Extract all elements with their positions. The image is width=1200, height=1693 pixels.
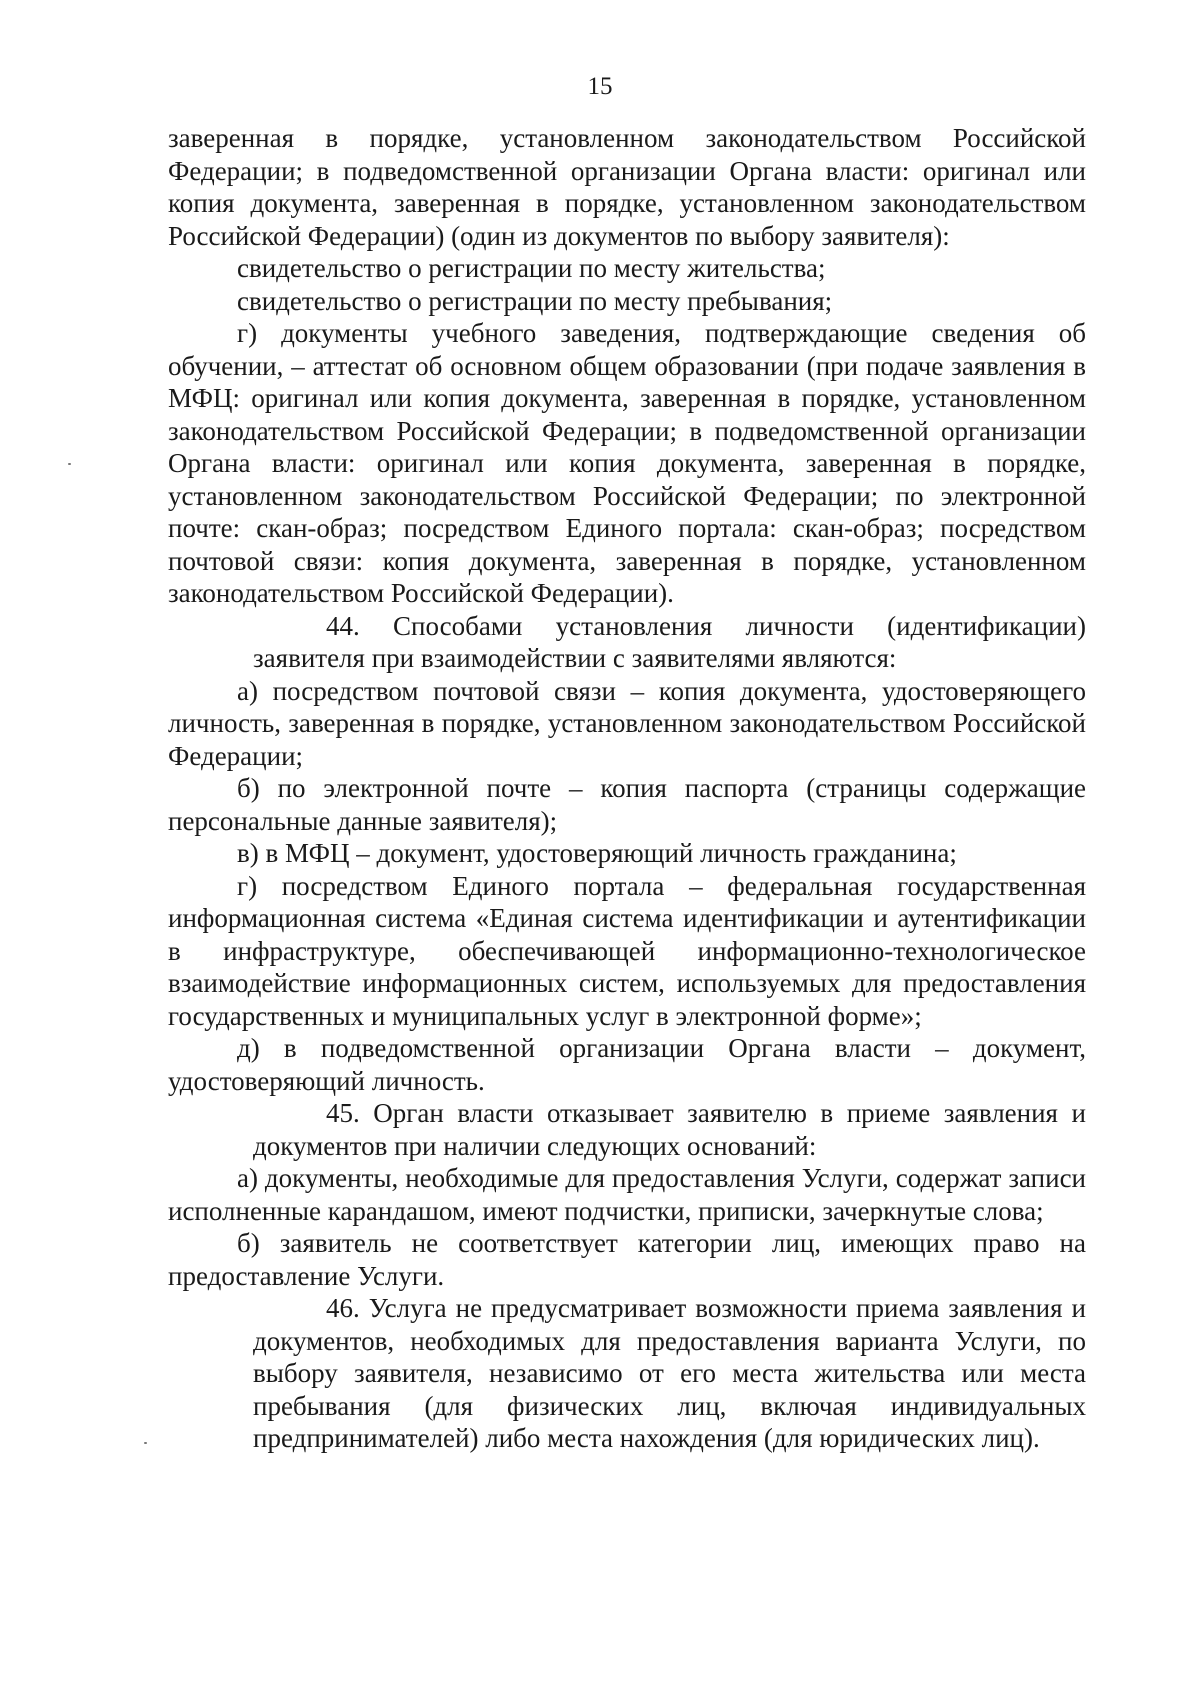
paragraph-46-service: 46. Услуга не предусматривает возможности приема заявления и документов, необходимых для предоставления варианта Услуги, по выбору заявителя, независимо от его места жительства или места пребывания (для физических лиц, включая индивидуальных предпринимателей) либо места нахождения (для юридических лиц). bbox=[253, 1293, 1086, 1453]
paragraph-45-item-b: б) заявитель не соответствует категории лиц, имеющих право на предоставление Услуги. bbox=[168, 1228, 1086, 1291]
paragraph-44-item-b: б) по электронной почте – копия паспорта (страницы содержащие персональные данные заявителя); bbox=[168, 773, 1086, 836]
page-number: 15 bbox=[587, 73, 613, 100]
paragraph-item-g-education: г) документы учебного заведения, подтверждающие сведения об обучении, – аттестат об основном общем образовании (при подаче заявления в МФЦ: оригинал или копия документа, заверенная в порядке, установленном законодательством Российской Федерации; в подведомственной организации Органа власти: оригинал или копия документа, заверенная в порядке, установленном законодательством Российской Федерации; по электронной почте: скан-образ; посредством Единого портала: скан-образ; посредством почтовой связи: копия документа, заверенная в порядке, установленном законодательством Российской Федерации). bbox=[168, 318, 1086, 608]
paragraph-44-item-v: в) в МФЦ – документ, удостоверяющий личность гражданина; bbox=[237, 838, 957, 868]
scan-speck bbox=[144, 1442, 147, 1444]
paragraph-stay-certificate: свидетельство о регистрации по месту пребывания; bbox=[237, 285, 833, 316]
paragraph-44-item-a: а) посредством почтовой связи – копия документа, удостоверяющего личность, заверенная в порядке, установленном законодательством Российской Федерации; bbox=[168, 675, 1086, 771]
paragraph-44-item-g: г) посредством Единого портала – федеральная государственная информационная система «Единая система идентификации и аутентификации в инфраструктуре, обеспечивающей информационно-технологическое взаимодействие информационных систем, используемых для предоставления государственных и муниципальных услуг в электронной форме»; bbox=[168, 870, 1086, 1031]
paragraph-45-item-a: а) документы, необходимые для предоставления Услуги, содержат записи исполненные карандашом, имеют подчистки, приписки, зачеркнутые слова; bbox=[168, 1163, 1086, 1226]
paragraph-44-item-d: д) в подведомственной организации Органа власти – документ, удостоверяющий личность. bbox=[168, 1033, 1086, 1096]
paragraph-45-refusal: 45. Орган власти отказывает заявителю в приеме заявления и документов при наличии следующих оснований: bbox=[253, 1098, 1086, 1161]
scan-speck bbox=[68, 463, 71, 465]
paragraph-continuation: заверенная в порядке, установленном законодательством Российской Федерации; в подведомственной организации Органа власти: оригинал или копия документа, заверенная в порядке, установленном законодательством Российской Федерации) (один из документов по выбору заявителя): bbox=[168, 123, 1086, 251]
paragraph-residence-certificate: свидетельство о регистрации по месту жительства; bbox=[237, 253, 826, 283]
paragraph-44-identification: 44. Способами установления личности (идентификации) заявителя при взаимодействии с заявителями являются: bbox=[253, 610, 1086, 673]
document-body bbox=[168, 122, 1086, 1455]
